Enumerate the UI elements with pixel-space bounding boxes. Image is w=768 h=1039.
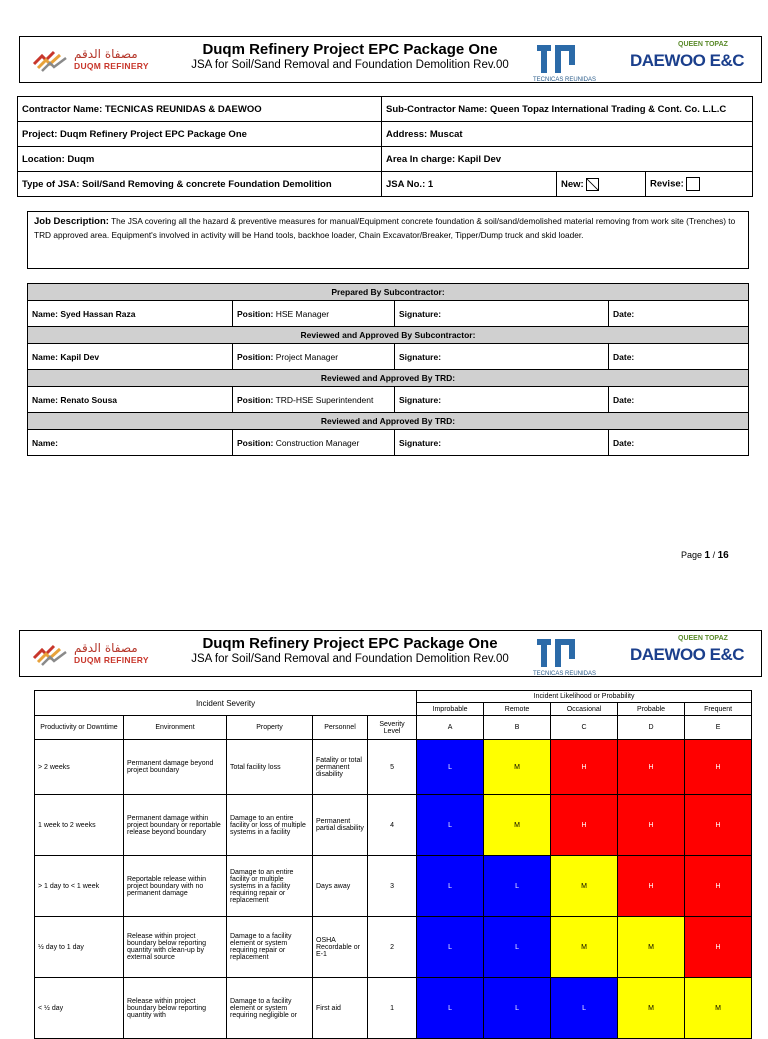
severity-title: Incident Severity [35,691,417,716]
risk-cell: L [417,978,484,1039]
row-personnel: Fatality or total permanent disability [313,740,368,795]
new-checkbox[interactable] [586,178,599,191]
risk-matrix [34,690,752,1039]
row-productivity: > 2 weeks [35,740,124,795]
signoff-name: Name: [28,430,233,456]
risk-cell: H [685,740,752,795]
risk-cell: M [484,740,551,795]
col-property: Property [227,716,313,740]
risk-cell: L [417,795,484,856]
likelihood-letter: C [551,716,618,740]
job-description-text: The JSA covering all the hazard & preventive measures for manual/Equipment concrete foundation & soil/sand/demolished material removing from work site (Trenches) to TRD approved area. Equipment's involved in activity will be Hand tools, backhoe loader, Chain Excavator/Breaker, Tipper/Dump truck and skid loader. [34,216,736,240]
row-property: Damage to an entire facility or loss of multiple systems in a facility [227,795,313,856]
row-environment: Permanent damage beyond project boundary [124,740,227,795]
page-number [681,550,729,561]
area-in-charge: Area In charge: Kapil Dev [382,147,753,172]
row-environment: Reportable release within project boundary with no permanent damage [124,856,227,917]
signoff-signature: Signature: [395,301,609,327]
risk-cell: H [618,856,685,917]
risk-cell: H [551,740,618,795]
position-label: Position: [237,394,274,405]
risk-cell: H [685,795,752,856]
likelihood-letter: D [618,716,685,740]
new-label: New: [561,178,584,190]
queen-topaz-label: QUEEN TOPAZ [678,41,728,48]
daewoo-label: DAEWOO E&C [630,645,744,664]
position-label: Position: [237,437,274,448]
col-personnel: Personnel [313,716,368,740]
row-property: Damage to an entire facility or multiple systems in a facility requiring repair or replacement [227,856,313,917]
risk-cell: M [618,978,685,1039]
risk-cell: H [685,917,752,978]
risk-row [35,978,752,1039]
signoff-position [233,387,395,413]
address: Address: Muscat [382,122,753,147]
risk-row [35,740,752,795]
risk-cell: L [484,917,551,978]
position-value: Project Manager [273,351,339,362]
document-subtitle: JSA for Soil/Sand Removal and Foundation Demolition Rev.00 [191,653,509,665]
revise-label: Revise: [650,178,684,190]
subcontractor-name: Sub-Contractor Name: Queen Topaz International Trading & Cont. Co. L.L.C [382,97,753,122]
likelihood-header: Probable [618,703,685,716]
risk-cell: M [551,856,618,917]
row-personnel: OSHA Recordable or E-1 [313,917,368,978]
signoff-band: Prepared By Subcontractor: [28,284,749,301]
signoff-date: Date: [609,430,749,456]
revise-checkbox[interactable] [686,177,700,191]
row-property: Total facility loss [227,740,313,795]
position-value: HSE Manager [273,308,330,319]
signoff-date: Date: [609,301,749,327]
jsa-number: JSA No.: 1 [382,172,557,197]
risk-cell: H [685,856,752,917]
page-header [19,36,762,83]
row-personnel: Days away [313,856,368,917]
risk-cell: M [618,917,685,978]
page-sep: / [710,550,718,560]
likelihood-letter: A [417,716,484,740]
document-subtitle: JSA for Soil/Sand Removal and Foundation Demolition Rev.00 [191,59,509,71]
row-personnel: Permanent partial disability [313,795,368,856]
signoff-position [233,430,395,456]
page-current: 1 [704,550,711,561]
signoff-position [233,344,395,370]
jsa-type: Type of JSA: Soil/Sand Removing & concrete Foundation Demolition [18,172,382,197]
document-title: Duqm Refinery Project EPC Package One [202,41,498,58]
signoff-band: Reviewed and Approved By TRD: [28,370,749,387]
revise-field [646,172,753,197]
risk-cell: L [417,856,484,917]
row-environment: Release within project boundary below reporting quantity with clean-up by external source [124,917,227,978]
tr-label: TECNICAS REUNIDAS [533,671,597,677]
row-severity-level: 5 [368,740,417,795]
document-title: Duqm Refinery Project EPC Package One [202,635,498,652]
col-productivity: Productivity or Downtime [35,716,124,740]
row-severity-level: 4 [368,795,417,856]
risk-cell: H [618,795,685,856]
likelihood-header: Improbable [417,703,484,716]
position-label: Position: [237,308,274,319]
position-value: Construction Manager [273,437,360,448]
signoff-name: Name: Kapil Dev [28,344,233,370]
likelihood-header: Remote [484,703,551,716]
signoff-name: Name: Syed Hassan Raza [28,301,233,327]
col-severity: Severity Level [368,716,417,740]
position-value: TRD-HSE Superintendent [273,394,374,405]
likelihood-header: Frequent [685,703,752,716]
signoff-date: Date: [609,344,749,370]
signoff-signature: Signature: [395,430,609,456]
col-environment: Environment [124,716,227,740]
signoff-table [27,283,749,456]
duqm-refinery-logo [32,642,162,668]
job-description-label: Job Description: [34,216,109,227]
duqm-refinery-logo [32,48,162,74]
logo-arabic: مصفاة الدقم [74,47,138,61]
row-severity-level: 1 [368,978,417,1039]
row-property: Damage to a facility element or system requiring negligible or [227,978,313,1039]
risk-cell: L [484,978,551,1039]
signoff-band: Reviewed and Approved By TRD: [28,413,749,430]
signoff-signature: Signature: [395,344,609,370]
signoff-date: Date: [609,387,749,413]
tr-label: TECNICAS REUNIDAS [533,77,597,83]
daewoo-label: DAEWOO E&C [630,51,744,70]
risk-cell: M [685,978,752,1039]
row-environment: Release within project boundary below reporting quantity with [124,978,227,1039]
likelihood-letter: E [685,716,752,740]
risk-cell: H [618,740,685,795]
risk-cell: L [551,978,618,1039]
location: Location: Duqm [18,147,382,172]
risk-row [35,795,752,856]
duqm-logo-icon [32,644,70,666]
risk-cell: H [551,795,618,856]
row-productivity: 1 week to 2 weeks [35,795,124,856]
duqm-logo-icon [32,50,70,72]
risk-cell: L [417,740,484,795]
risk-row [35,917,752,978]
row-productivity: > 1 day to < 1 week [35,856,124,917]
contractor-name: Contractor Name: TECNICAS REUNIDAS & DAEWOO [18,97,382,122]
signoff-name: Name: Renato Sousa [28,387,233,413]
risk-cell: L [417,917,484,978]
page-header-2 [19,630,762,677]
page-label: Page [681,550,705,560]
logo-arabic: مصفاة الدقم [74,641,138,655]
contractor-info-table [17,96,753,197]
page-total: 16 [717,550,729,561]
risk-row [35,856,752,917]
queen-topaz-label: QUEEN TOPAZ [678,635,728,642]
new-field [557,172,646,197]
row-environment: Permanent damage within project boundary or reportable release beyond boundary [124,795,227,856]
signoff-band: Reviewed and Approved By Subcontractor: [28,327,749,344]
risk-cell: M [551,917,618,978]
risk-cell: L [484,856,551,917]
likelihood-header: Occasional [551,703,618,716]
likelihood-title: Incident Likelihood or Probability [417,691,752,703]
logo-english: DUQM REFINERY [74,655,149,665]
signoff-position [233,301,395,327]
row-severity-level: 2 [368,917,417,978]
row-productivity: < ½ day [35,978,124,1039]
logo-english: DUQM REFINERY [74,61,149,71]
row-property: Damage to a facility element or system requiring repair or replacement [227,917,313,978]
likelihood-letter: B [484,716,551,740]
risk-cell: M [484,795,551,856]
position-label: Position: [237,351,274,362]
signoff-signature: Signature: [395,387,609,413]
row-productivity: ½ day to 1 day [35,917,124,978]
row-severity-level: 3 [368,856,417,917]
project-name: Project: Duqm Refinery Project EPC Package One [18,122,382,147]
job-description-box [27,211,749,269]
row-personnel: First aid [313,978,368,1039]
